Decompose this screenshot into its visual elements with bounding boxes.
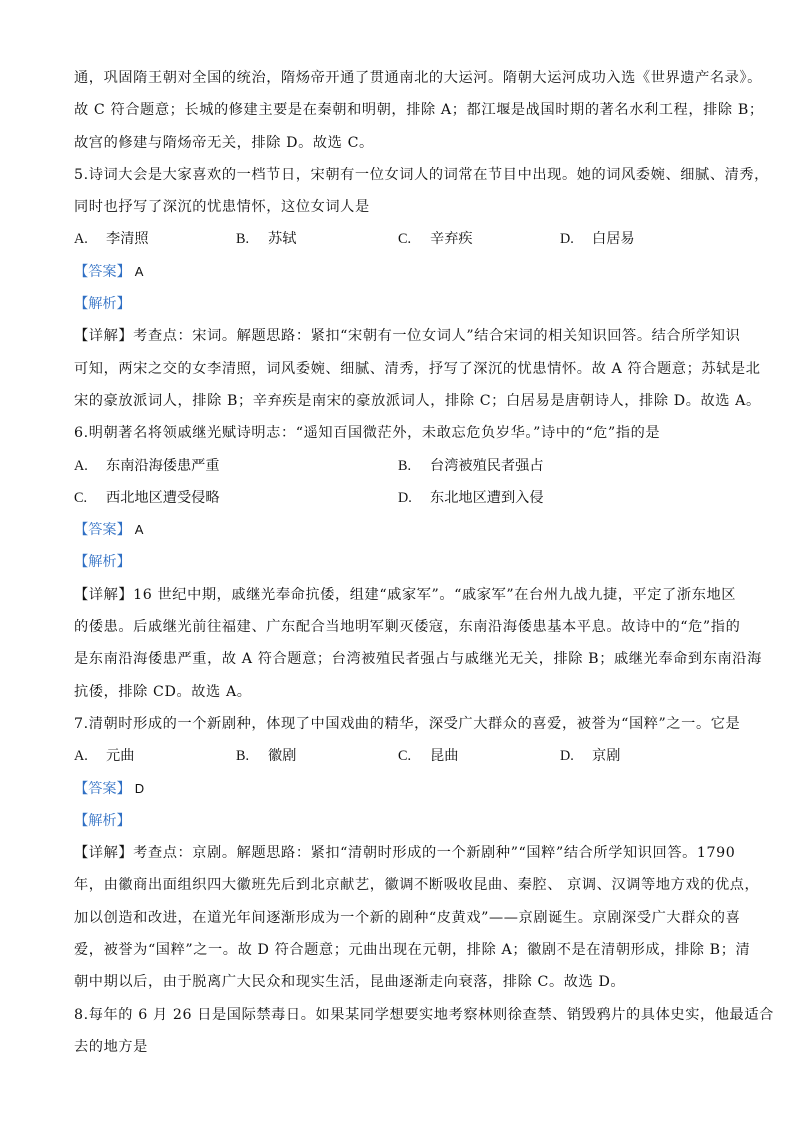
answer-line: 【答案】 D <box>74 780 145 797</box>
answer-line: 【答案】 A <box>74 263 144 280</box>
option-c: C. 西北地区遭受侵略 <box>74 489 220 506</box>
option-a: A. 东南沿海倭患严重 <box>74 457 220 474</box>
text-line: 通，巩固隋王朝对全国的统治，隋炀帝开通了贯通南北的大运河。隋朝大运河成功入选《世界遗产名录》。 <box>74 70 762 86</box>
detail-line: 年，由徽商出面组织四大徽班先后到北京献艺，徽调不断吸收昆曲、秦腔、 京调、汉调等地方戏的优点， <box>74 877 760 894</box>
text-line: 故 C 符合题意；长城的修建主要是在秦朝和明朝，排除 A；都江堰是战国时期的著名水利工程，排除 B； <box>74 102 764 119</box>
detail-line: 可知，两宋之交的女李清照，词风委婉、细腻、清秀，抒写了深沉的忧患情怀。故 A 符合题意；苏轼是北 <box>74 360 761 377</box>
detail-line: 抗倭，排除 CD。故选 A。 <box>74 683 252 700</box>
option-a: A. 元曲 <box>74 748 135 765</box>
option-a: A. 李清照 <box>74 231 149 248</box>
detail-line: 的倭患。后戚继光前往福建、广东配合当地明军剿灭倭寇，东南沿海倭患基本平息。故诗中的“危”指的 <box>74 619 741 636</box>
analysis-tag: 【解析】 <box>74 812 131 829</box>
option-b: B. 台湾被殖民者强占 <box>398 457 544 474</box>
options-row <box>74 740 722 772</box>
options-row <box>74 482 722 514</box>
detail-line: 加以创造和改进，在道光年间逐渐形成为一个新的剧种“皮黄戏”——京剧诞生。京剧深受广大群众的喜 <box>74 909 741 926</box>
option-c: C. 昆曲 <box>398 748 459 765</box>
q4-explanation-tail <box>74 62 764 159</box>
question-stem: 8.每年的 6 月 26 日是国际禁毒日。如果某同学想要实地考察林则徐查禁、销毁鸦片的具体史实，他最适合 <box>74 1006 774 1023</box>
question-7 <box>74 708 760 999</box>
text-line: 故宫的修建与隋炀帝无关，排除 D。故选 C。 <box>74 134 374 151</box>
detail-line: 爱，被誉为“国粹”之一。故 D 符合题意；元曲出现在元朝，排除 A；徽剧不是在清朝形成，排除 B；清 <box>74 942 751 959</box>
answer-value: A <box>134 522 144 538</box>
analysis-tag: 【解析】 <box>74 554 131 571</box>
question-stem: 7.清朝时形成的一个新剧种，体现了中国戏曲的精华，深受广大群众的喜爱，被誉为“国粹”之一。它是 <box>74 715 741 732</box>
question-8 <box>74 999 774 1064</box>
question-stem: 5.诗词大会是大家喜欢的一档节日，宋朝有一位女词人的词常在节目中出现。她的词风委婉、细腻、清秀， <box>74 166 769 183</box>
options-row <box>74 450 722 482</box>
document-page <box>74 62 774 1063</box>
option-c: C. 辛弃疾 <box>398 231 473 248</box>
analysis-tag: 【解析】 <box>74 296 131 313</box>
detail-line: 【详解】16 世纪中期，戚继光奉命抗倭，组建“戚家军”。“戚家军”在台州九战九捷，平定了浙东地区 <box>74 586 737 603</box>
question-6 <box>74 417 762 708</box>
option-d: D. 京剧 <box>560 748 621 765</box>
question-stem: 6.明朝著名将领戚继光赋诗明志：“遥知百国微茫外，未敢忘危负岁华。”诗中的“危”指的是 <box>74 425 661 442</box>
detail-line: 【详解】考查点：京剧。解题思路：紧扣“清朝时形成的一个新剧种”“国粹”结合所学知识回答。1790 <box>74 845 736 862</box>
options-row <box>74 223 722 255</box>
answer-line: 【答案】 A <box>74 522 144 539</box>
question-5 <box>74 159 769 417</box>
detail-line: 宋的豪放派词人，排除 B；辛弃疾是南宋的豪放派词人，排除 C；白居易是唐朝诗人，排除 D。故选 A。 <box>74 392 761 409</box>
question-stem: 去的地方是 <box>74 1038 148 1055</box>
option-b: B. 徽剧 <box>236 748 297 765</box>
detail-line: 朝中期以后，由于脱离广大民众和现实生活，昆曲逐渐走向衰落，排除 C。故选 D。 <box>74 974 626 991</box>
answer-value: A <box>134 263 144 279</box>
detail-line: 是东南沿海倭患严重，故 A 符合题意；台湾被殖民者强占与戚继光无关，排除 B；戚继光奉命到东南沿海 <box>74 651 762 668</box>
option-d: D. 东北地区遭到入侵 <box>398 489 544 506</box>
detail-line: 【详解】考查点：宋词。解题思路：紧扣“宋朝有一位女词人”结合宋词的相关知识回答。结合所学知识 <box>74 328 741 345</box>
question-stem: 同时也抒写了深沉的忧患情怀，这位女词人是 <box>74 199 370 216</box>
option-d: D. 白居易 <box>560 231 635 248</box>
option-b: B. 苏轼 <box>236 231 297 248</box>
answer-value: D <box>134 780 145 796</box>
